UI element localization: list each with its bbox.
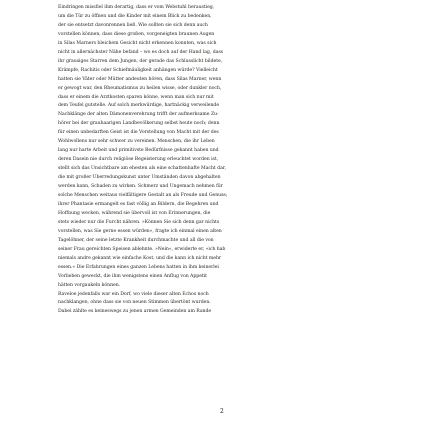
text-line: nicht in allernächster Nähe befand – wo es doch auf der Hand lag, dass <box>58 49 223 55</box>
text-line: deren Dasein nie durch religiöse Begeisterung erleuchtet worden ist, <box>58 157 219 163</box>
text-line: dem Teufel gutstelle. Auf solch merkwürdige, hartnäckig verweilende <box>58 103 220 109</box>
text-line: Wohlwollens nur sehr schwer zu vereinen. Menschen, die ihr Leben <box>58 139 215 145</box>
text-line: hätten vorgaukeln können. <box>58 282 121 288</box>
text-line: hörer bei der grauhaarigen Landbevölkerung selbst heute noch; denn <box>58 121 220 127</box>
text-line: er gewogt war, den Rheumatismus zu heilen wisse, oder dunkler noch, <box>58 85 222 91</box>
text-line: die mit großer Überredungskunst unter Umständen davon abgehalten <box>58 175 221 181</box>
text-line: essen.« Die Erfahrungen eines ganzen Lebens hatten in ihm keinerlei <box>58 264 219 270</box>
text-line: um die Tür zu öffnen und die Kinder mit einem Blick zu bedenken, <box>58 13 212 19</box>
text-line: Tagelöhner, der seine letzte Krankheit durchmachte und all die von <box>58 237 214 243</box>
text-line: Vorlieben geweckt, die ihm wenigstens einen Anflug von Appetit <box>58 273 207 279</box>
text-line: niemals andre gekannt wie einfache Kost, und die kann ich nicht mehr <box>58 255 222 261</box>
text-line: ihrer Phantasie ermangelt es fast völlig an Bildern, die Begehren und <box>58 201 219 207</box>
text-line: der sie entsetzt davonrennen ließ. Wie sollten sie sich denn auch <box>58 22 208 28</box>
text-line: nachklangen, ohne dass sie von neuen Stimmen übertönt wurden. <box>58 300 211 306</box>
text-line: stellt sich das Unsichtbare am ehesten als eine schattenhafte Macht dar, <box>58 166 226 172</box>
text-line: stets wieder nur die Furcht nähren. »Können Sie sich denn gar nichts <box>58 219 220 225</box>
page-number: 2 <box>220 408 224 415</box>
text-line: Hoffnung wecken, während sie übervoll ist von Erinnerungen, die <box>58 210 211 216</box>
body-text <box>58 4 320 317</box>
text-line: Dabei zählte es keineswegs zu jenen armen Gemeinden am Rande <box>58 309 212 315</box>
text-line: werden kann, Schaden zu wirken. Schmerz und Ungemach nehmen für <box>58 184 223 190</box>
text-line: Eindringen missfiel ihm derartig, dass er vom Webstuhl heraustieg, <box>58 5 215 10</box>
text-line: Raveloe jedenfalls war ein Dorf, wo viele dieser alten Echos noch <box>58 291 209 297</box>
text-line: Krämpfe, Rachitis oder Schiefmäuligkeit anhängen würde? Vielleicht <box>58 67 218 73</box>
text-line: Nachklänge der alten Dämonenverehrung trifft der aufmerksame Zu- <box>58 112 219 118</box>
text-line: solche Menschen weitaus vielfältigere Gestalt an als Freude und Genuss; <box>58 193 228 199</box>
text-line: seiner Frau gereichten Speisen ablehnte. »Nein«, erwiderte er, »ich hab <box>58 246 226 252</box>
text-line: vorstellen können, dass diese großen, vorgeneigten braunen Augen <box>58 31 215 37</box>
text-line: vorstellen, was Sie gerne essen würden«, fragte ich einmal einen alten <box>58 228 222 234</box>
text-line: in Silas Marners bleichem Gesicht nicht erkennen konnten, was sich <box>58 40 217 46</box>
text-line: ihr grausiges Starren dem Jungen, der gerade das Schlusslicht bildete, <box>58 58 223 64</box>
text-line: für einen unbedarften Geist ist die Vorstellung von Macht mit der des <box>58 130 219 136</box>
text-line: dass er einem die Arztkosten sparen könne, wenn man sich nur mit <box>58 94 214 100</box>
text-line: lang nur harte Arbeit und primitivste Bedürfnisse gekannt haben und <box>58 148 219 154</box>
text-line: hatten sie Väter oder Mütter andeuten hören, dass Silas Marner, wenn <box>58 76 222 82</box>
